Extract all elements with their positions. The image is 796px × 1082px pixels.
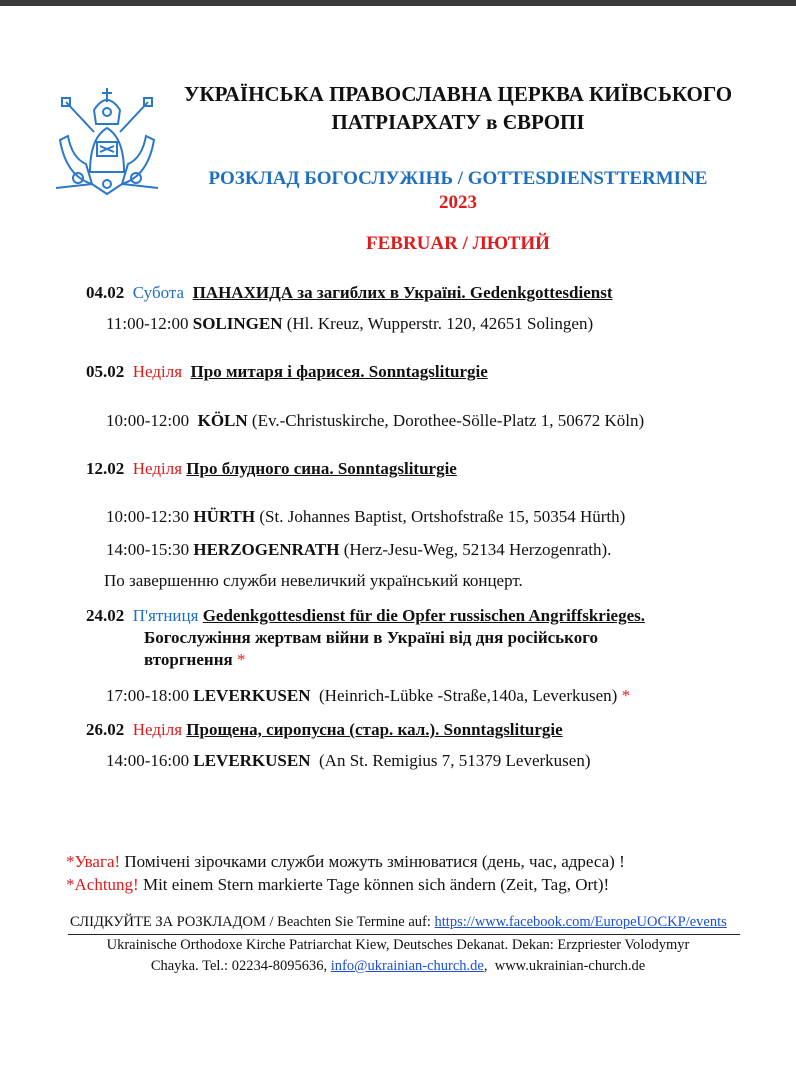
event-date: 04.02	[86, 283, 125, 302]
change-star-marker: *	[236, 650, 246, 669]
session-address: (Herz-Jesu-Weg, 52134 Herzogenrath).	[343, 540, 612, 559]
email-link[interactable]: info@ukrainian-church.de	[330, 958, 484, 974]
event-title: Gedenkgottesdienst für die Opfer russischen Angriffskrieges.	[202, 606, 646, 625]
notice-de-text: Mit einem Stern markierte Tage können sich ändern (Zeit, Tag, Ort)!	[142, 875, 610, 894]
event-title: Про блудного сина. Sonntagsliturgie	[186, 459, 457, 478]
schedule-title: РОЗКЛАД БОГОСЛУЖІНЬ / GOTTESDIENSTTERMINE	[208, 168, 708, 189]
footer-contact-prefix: Chayka. Tel.: 02234-8095636,	[150, 958, 328, 974]
schedule-month: FEBRUAR / ЛЮТИЙ	[366, 233, 550, 254]
event-day: Неділя	[132, 720, 183, 739]
event-session	[106, 686, 630, 706]
session-city: KÖLN	[197, 411, 248, 430]
session-time: 10:00-12:00	[106, 411, 190, 430]
event-day: Неділя	[132, 459, 183, 478]
event-day: П'ятниця	[132, 606, 199, 625]
event-session	[106, 507, 625, 527]
event-date: 26.02	[86, 720, 125, 739]
footer-org-line1: Ukrainische Orthodoxe Kirche Patriarchat Kiew, Deutsches Dekanat. Dekan: Erzpriester Volodymyr	[106, 937, 690, 953]
session-city: SOLINGEN	[192, 314, 283, 333]
facebook-link[interactable]: https://www.facebook.com/EuropeUOCKP/events	[434, 914, 727, 930]
session-address: (An St. Remigius 7, 51379 Leverkusen)	[319, 751, 591, 770]
event-title: ПАНАХИДА за загиблих в Україні. Gedenkgottesdienst	[192, 283, 613, 302]
notice-de	[66, 875, 609, 895]
notice-uk-text: Помічені зірочками служби можуть змінюватися (день, час, адреса) !	[124, 852, 625, 871]
session-city: HERZOGENRATH	[193, 540, 340, 559]
event-header	[86, 720, 563, 740]
footer-separator: ,	[483, 958, 488, 974]
session-time: 17:00-18:00	[106, 686, 190, 705]
event-date: 12.02	[86, 459, 125, 478]
event-date: 05.02	[86, 362, 125, 381]
session-time: 11:00-12:00	[106, 314, 189, 333]
window-top-bar	[0, 0, 796, 6]
page-title-line2: ПАТРІАРХАТУ в ЄВРОПІ	[331, 110, 585, 134]
session-time: 10:00-12:30	[106, 507, 190, 526]
event-subtitle-line1: Богослужіння жертвам війни в Україні від дня російського	[144, 628, 599, 647]
event-session	[106, 411, 644, 431]
session-address: (Ev.-Christuskirche, Dorothee-Sölle-Platz 1, 50672 Köln)	[251, 411, 645, 430]
notice-uk	[66, 852, 625, 872]
website-text: www.ukrainian-church.de	[494, 958, 646, 974]
event-session	[106, 540, 611, 560]
session-city: HÜRTH	[193, 507, 256, 526]
follow-text: СЛІДКУЙТЕ ЗА РОЗКЛАДОМ / Beachten Sie Termine auf:	[70, 914, 431, 930]
event-session	[106, 314, 593, 334]
event-subtitle-text: вторгнення	[144, 650, 233, 669]
event-note: По завершенню служби невеличкий український концерт.	[104, 571, 523, 590]
session-address: (St. Johannes Baptist, Ortshofstraße 15, 50354 Hürth)	[259, 507, 626, 526]
event-header	[86, 362, 488, 382]
event-header	[86, 283, 613, 303]
event-day: Субота	[132, 283, 185, 302]
event-day: Неділя	[132, 362, 183, 381]
notice-uk-label: *Увага!	[66, 852, 121, 871]
session-address: (Hl. Kreuz, Wupperstr. 120, 42651 Solingen)	[286, 314, 594, 333]
session-time: 14:00-15:30	[106, 540, 190, 559]
schedule-year: 2023	[439, 192, 477, 213]
event-date: 24.02	[86, 606, 125, 625]
event-subtitle-line2	[144, 650, 245, 670]
session-address: (Heinrich-Lübke -Straße,140a, Leverkusen)	[319, 686, 618, 705]
footer-org-line2	[60, 958, 736, 975]
footer-follow	[70, 914, 727, 931]
page-title-line1: УКРАЇНСЬКА ПРАВОСЛАВНА ЦЕРКВА КИЇВСЬКОГО	[183, 82, 733, 106]
church-emblem-icon	[52, 80, 162, 198]
session-city: LEVERKUSEN	[193, 751, 311, 770]
event-title: Прощена, сиропусна (стар. кал.). Sonntagsliturgie	[186, 720, 563, 739]
event-session	[106, 751, 591, 771]
change-star-marker: *	[621, 686, 631, 705]
footer-divider	[68, 934, 740, 935]
session-city: LEVERKUSEN	[193, 686, 311, 705]
session-time: 14:00-16:00	[106, 751, 190, 770]
event-header	[86, 459, 457, 479]
event-header	[86, 606, 645, 626]
event-title: Про митаря і фарисея. Sonntagsliturgie	[190, 362, 488, 381]
notice-de-label: *Achtung!	[66, 875, 139, 894]
